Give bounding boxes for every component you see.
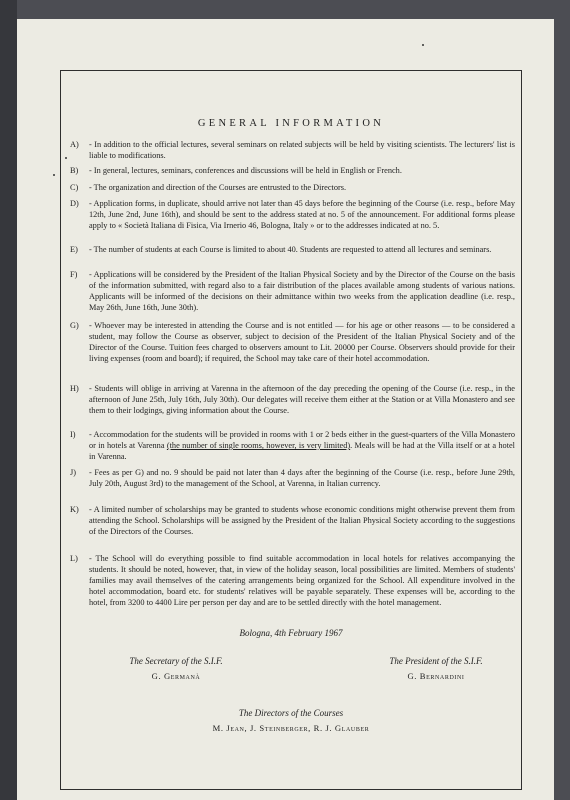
item-label: H) [70, 384, 79, 393]
signature-name: G. Germanà [151, 671, 201, 681]
item-text: - A limited number of scholarships may be granted to students whose economic conditions might otherwise prevent them from attending the School. Scholarships will be assigned by the President of the Italian Physical Society according to the suggestions of the Directors of the Courses. [89, 505, 515, 537]
list-item-j [70, 467, 515, 489]
underlined-note: (the number of single rooms, however, is very limited) [166, 441, 351, 451]
president-signature [351, 656, 521, 681]
item-label: F) [70, 270, 78, 279]
signature-role: The Secretary of the S.I.F. [129, 656, 223, 666]
item-label: J) [70, 468, 76, 477]
document-page [17, 19, 554, 800]
item-text: - Fees as per G) and no. 9 should be paid not later than 4 days after the beginning of the Course (i.e. resp., before June 29th, July 20th, August 3rd) to the management of the School, at Varenna, in Italian currency. [89, 468, 515, 489]
list-item-k [70, 504, 515, 537]
signature-name: G. Bernardini [407, 671, 465, 681]
scan-edge [0, 0, 17, 800]
content-frame [60, 70, 522, 790]
item-label: K) [70, 505, 79, 514]
list-item-i [70, 429, 515, 462]
list-item-f [70, 269, 515, 313]
item-text: - Accommodation for the students will be provided in rooms with 1 or 2 beds either in the guest-quarters of the Villa Monastero or in hotels at Varenna (the number of single rooms, however, is very limited). Meals will be had at the Villa itself or at a hotel in Varenna. [89, 430, 515, 462]
item-label: G) [70, 321, 79, 330]
item-text: - Applications will be considered by the President of the Italian Physical Society and by the Director of the Course on the basis of the information submitted, with regard also to a fair distribution of the places available among students of various nations. Applicants will be informed of the decisions on their admittance within two weeks from the application deadline (i.e. resp., May 26th, June 16th, June 30th). [89, 270, 515, 313]
speck [53, 174, 55, 176]
directors-signature [121, 708, 461, 733]
item-text: - The number of students at each Course is limited to about 40. Students are requested to attend all lectures and seminars. [89, 245, 492, 254]
item-text: - In general, lectures, seminars, conferences and discussions will be held in English or French. [89, 166, 402, 175]
item-text: - The School will do everything possible to find suitable accommodation in local hotels for relatives accompanying the students. It should be noted, however, that, in view of the holiday season, local possibilities are limited. Members of students' families may avail themselves of the catering arrangements being organized for the School. All expenditure involved in the hotel accommodation, board etc. for students' relatives will be payable separately. These expenses will be, according to the hotel, from 3200 to 4400 Lire per person per day and are to be settled directly with the hotel management. [89, 554, 515, 608]
item-label: A) [70, 140, 79, 149]
list-item-a [70, 139, 515, 161]
item-text: - Application forms, in duplicate, should arrive not later than 45 days before the beginning of the Course (i.e. resp., before May 12th, June 2nd, June 16th), and should be sent to the address stated at no. 5 of the announcement. For additional forms please apply to « Società Italiana di Fisica, Via Irnerio 46, Bologna, Italy » or to the addresses indicated at no. 5. [89, 199, 515, 231]
signature-names: M. Jean, J. Steinberger, R. J. Glauber [212, 723, 370, 733]
item-label: L) [70, 554, 78, 563]
list-item-l [70, 553, 515, 608]
item-label: B) [70, 166, 79, 175]
item-text: - Students will oblige in arriving at Varenna in the afternoon of the day preceding the opening of the Course (i.e. resp., in the afternoon of June 25th, July 16th, July 30th). Our delegates will receive them either at the Station or at Villa Monastero and see them to their lodgings, giving information about the Course. [89, 384, 515, 416]
list-item-d [70, 198, 515, 231]
signature-role: The Directors of the Courses [238, 708, 344, 718]
item-text: - The organization and direction of the Courses are entrusted to the Directors. [89, 183, 347, 192]
date-line: Bologna, 4th February 1967 [239, 628, 343, 638]
list-item-b [70, 165, 515, 176]
item-text: - Whoever may be interested in attending the Course and is not entitled — for his age or other reasons — to be considered a student, may follow the Course as observer, subject to decision of the President of the Italian Physical Society and of the Director of the Course. Tuition fees charged to observers amount to Lit. 20000 per Course. Observers should provide for their living expenses (room and board); if required, the School may take care of their hotel accommodation. [89, 321, 515, 364]
list-item-g [70, 320, 515, 364]
item-label: E) [70, 245, 78, 254]
item-label: I) [70, 430, 76, 439]
item-text: - In addition to the official lectures, several seminars on related subjects will be held by visiting scientists. The lecturers' list is liable to modifications. [89, 140, 515, 161]
list-item-c [70, 182, 515, 193]
item-label: D) [70, 199, 79, 208]
speck [422, 44, 424, 46]
list-item-h [70, 383, 515, 416]
list-item-e [70, 244, 515, 255]
signature-role: The President of the S.I.F. [389, 656, 483, 666]
section-heading: GENERAL INFORMATION [197, 118, 385, 129]
secretary-signature [91, 656, 261, 681]
item-label: C) [70, 183, 79, 192]
